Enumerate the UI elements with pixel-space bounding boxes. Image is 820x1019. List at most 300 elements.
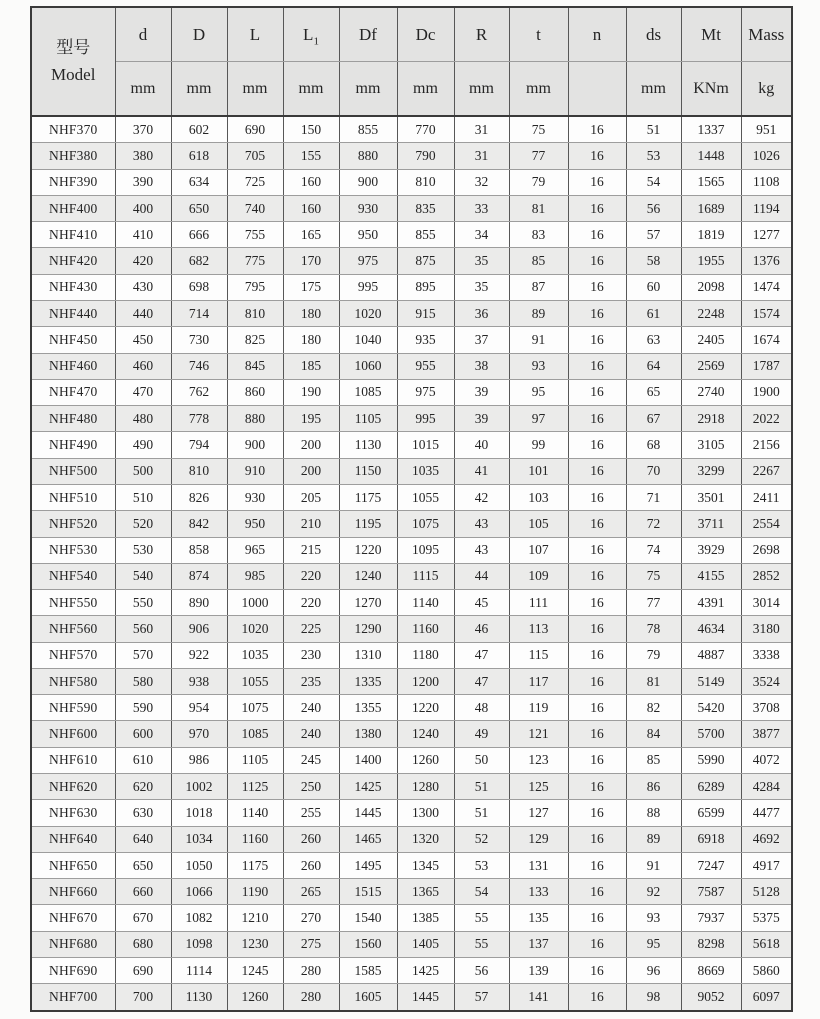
value-cell-Df: 1060 — [339, 353, 397, 379]
header-label-row — [31, 7, 792, 62]
model-cell: NHF370 — [31, 116, 115, 143]
value-cell-Mt: 7937 — [681, 905, 741, 931]
column-unit-L1: mm — [283, 62, 339, 117]
value-cell-Mass: 1026 — [741, 143, 792, 169]
value-cell-D: 954 — [171, 695, 227, 721]
value-cell-t: 111 — [509, 590, 568, 616]
value-cell-R: 50 — [454, 747, 509, 773]
value-cell-t: 119 — [509, 695, 568, 721]
value-cell-Mass: 1277 — [741, 222, 792, 248]
column-unit-Df: mm — [339, 62, 397, 117]
model-cell: NHF620 — [31, 774, 115, 800]
value-cell-t: 107 — [509, 537, 568, 563]
value-cell-Df: 1150 — [339, 458, 397, 484]
value-cell-R: 43 — [454, 537, 509, 563]
value-cell-L: 775 — [227, 248, 283, 274]
value-cell-D: 922 — [171, 642, 227, 668]
model-cell: NHF440 — [31, 300, 115, 326]
value-cell-n: 16 — [568, 169, 626, 195]
table-row — [31, 958, 792, 984]
value-cell-R: 44 — [454, 563, 509, 589]
value-cell-L: 1245 — [227, 958, 283, 984]
model-cell: NHF380 — [31, 143, 115, 169]
value-cell-t: 75 — [509, 116, 568, 143]
value-cell-Mass: 2554 — [741, 511, 792, 537]
value-cell-ds: 61 — [626, 300, 681, 326]
model-cell: NHF470 — [31, 379, 115, 405]
table-row — [31, 195, 792, 221]
value-cell-t: 105 — [509, 511, 568, 537]
value-cell-t: 101 — [509, 458, 568, 484]
value-cell-L1: 205 — [283, 484, 339, 510]
value-cell-R: 54 — [454, 879, 509, 905]
value-cell-Df: 880 — [339, 143, 397, 169]
value-cell-L: 1230 — [227, 931, 283, 957]
value-cell-L1: 275 — [283, 931, 339, 957]
value-cell-ds: 77 — [626, 590, 681, 616]
value-cell-n: 16 — [568, 222, 626, 248]
value-cell-Mass: 951 — [741, 116, 792, 143]
value-cell-Mass: 4477 — [741, 800, 792, 826]
value-cell-t: 125 — [509, 774, 568, 800]
value-cell-L: 755 — [227, 222, 283, 248]
model-cell: NHF570 — [31, 642, 115, 668]
value-cell-R: 31 — [454, 116, 509, 143]
value-cell-Dc: 975 — [397, 379, 454, 405]
model-cell: NHF550 — [31, 590, 115, 616]
value-cell-L: 1190 — [227, 879, 283, 905]
value-cell-R: 40 — [454, 432, 509, 458]
value-cell-t: 103 — [509, 484, 568, 510]
value-cell-n: 16 — [568, 826, 626, 852]
value-cell-R: 48 — [454, 695, 509, 721]
value-cell-Df: 1560 — [339, 931, 397, 957]
value-cell-L1: 240 — [283, 721, 339, 747]
value-cell-L1: 215 — [283, 537, 339, 563]
value-cell-L1: 170 — [283, 248, 339, 274]
table-row — [31, 931, 792, 957]
value-cell-d: 490 — [115, 432, 171, 458]
value-cell-ds: 68 — [626, 432, 681, 458]
value-cell-n: 16 — [568, 905, 626, 931]
value-cell-R: 57 — [454, 984, 509, 1011]
value-cell-Df: 1335 — [339, 668, 397, 694]
value-cell-L1: 200 — [283, 432, 339, 458]
value-cell-Mt: 1337 — [681, 116, 741, 143]
value-cell-Mt: 6918 — [681, 826, 741, 852]
value-cell-Mt: 5990 — [681, 747, 741, 773]
value-cell-ds: 63 — [626, 327, 681, 353]
value-cell-D: 938 — [171, 668, 227, 694]
value-cell-ds: 72 — [626, 511, 681, 537]
value-cell-Dc: 1160 — [397, 616, 454, 642]
value-cell-t: 79 — [509, 169, 568, 195]
value-cell-t: 123 — [509, 747, 568, 773]
value-cell-Mt: 7247 — [681, 852, 741, 878]
value-cell-t: 77 — [509, 143, 568, 169]
value-cell-Mass: 3877 — [741, 721, 792, 747]
value-cell-d: 480 — [115, 406, 171, 432]
value-cell-L: 1260 — [227, 984, 283, 1011]
value-cell-L1: 250 — [283, 774, 339, 800]
value-cell-t: 91 — [509, 327, 568, 353]
table-row — [31, 695, 792, 721]
value-cell-d: 420 — [115, 248, 171, 274]
value-cell-D: 986 — [171, 747, 227, 773]
value-cell-Dc: 995 — [397, 406, 454, 432]
model-cell: NHF500 — [31, 458, 115, 484]
value-cell-n: 16 — [568, 406, 626, 432]
value-cell-R: 51 — [454, 800, 509, 826]
value-cell-t: 83 — [509, 222, 568, 248]
value-cell-Mass: 1674 — [741, 327, 792, 353]
value-cell-Df: 1195 — [339, 511, 397, 537]
spec-table — [30, 6, 793, 1012]
table-row — [31, 222, 792, 248]
value-cell-d: 640 — [115, 826, 171, 852]
value-cell-d: 410 — [115, 222, 171, 248]
table-row — [31, 774, 792, 800]
value-cell-n: 16 — [568, 852, 626, 878]
model-cell: NHF560 — [31, 616, 115, 642]
value-cell-Mt: 6289 — [681, 774, 741, 800]
column-header-Mass: Mass — [741, 7, 792, 62]
value-cell-L: 1020 — [227, 616, 283, 642]
value-cell-n: 16 — [568, 458, 626, 484]
value-cell-D: 842 — [171, 511, 227, 537]
model-cell: NHF520 — [31, 511, 115, 537]
value-cell-Mt: 3929 — [681, 537, 741, 563]
value-cell-Df: 930 — [339, 195, 397, 221]
value-cell-n: 16 — [568, 721, 626, 747]
value-cell-L: 965 — [227, 537, 283, 563]
value-cell-L: 950 — [227, 511, 283, 537]
table-row — [31, 642, 792, 668]
value-cell-t: 141 — [509, 984, 568, 1011]
value-cell-n: 16 — [568, 774, 626, 800]
column-unit-ds: mm — [626, 62, 681, 117]
value-cell-ds: 96 — [626, 958, 681, 984]
value-cell-d: 690 — [115, 958, 171, 984]
value-cell-Mass: 5128 — [741, 879, 792, 905]
value-cell-Mass: 6097 — [741, 984, 792, 1011]
model-cell: NHF680 — [31, 931, 115, 957]
value-cell-Df: 1465 — [339, 826, 397, 852]
value-cell-ds: 75 — [626, 563, 681, 589]
value-cell-L1: 230 — [283, 642, 339, 668]
value-cell-R: 45 — [454, 590, 509, 616]
table-row — [31, 511, 792, 537]
value-cell-Mass: 1900 — [741, 379, 792, 405]
value-cell-d: 450 — [115, 327, 171, 353]
value-cell-n: 16 — [568, 143, 626, 169]
value-cell-D: 634 — [171, 169, 227, 195]
value-cell-L: 1075 — [227, 695, 283, 721]
value-cell-Dc: 1095 — [397, 537, 454, 563]
value-cell-Dc: 855 — [397, 222, 454, 248]
value-cell-t: 81 — [509, 195, 568, 221]
value-cell-R: 56 — [454, 958, 509, 984]
value-cell-ds: 95 — [626, 931, 681, 957]
value-cell-Dc: 1220 — [397, 695, 454, 721]
model-cell: NHF670 — [31, 905, 115, 931]
value-cell-Df: 1495 — [339, 852, 397, 878]
value-cell-Mt: 2740 — [681, 379, 741, 405]
value-cell-d: 430 — [115, 274, 171, 300]
value-cell-Dc: 915 — [397, 300, 454, 326]
value-cell-R: 34 — [454, 222, 509, 248]
value-cell-L1: 280 — [283, 984, 339, 1011]
value-cell-ds: 51 — [626, 116, 681, 143]
value-cell-Dc: 875 — [397, 248, 454, 274]
value-cell-Mass: 4917 — [741, 852, 792, 878]
value-cell-Mt: 3105 — [681, 432, 741, 458]
column-unit-d: mm — [115, 62, 171, 117]
value-cell-Mass: 1474 — [741, 274, 792, 300]
value-cell-L1: 260 — [283, 826, 339, 852]
value-cell-R: 51 — [454, 774, 509, 800]
value-cell-Df: 1085 — [339, 379, 397, 405]
value-cell-Df: 1220 — [339, 537, 397, 563]
value-cell-L1: 175 — [283, 274, 339, 300]
value-cell-Mass: 4692 — [741, 826, 792, 852]
value-cell-Mt: 2405 — [681, 327, 741, 353]
value-cell-n: 16 — [568, 300, 626, 326]
column-header-ds: ds — [626, 7, 681, 62]
model-cell: NHF490 — [31, 432, 115, 458]
value-cell-L1: 220 — [283, 563, 339, 589]
model-header-en: Model — [51, 64, 96, 84]
value-cell-D: 970 — [171, 721, 227, 747]
value-cell-t: 133 — [509, 879, 568, 905]
value-cell-Dc: 1140 — [397, 590, 454, 616]
table-row — [31, 800, 792, 826]
value-cell-R: 33 — [454, 195, 509, 221]
value-cell-Mass: 2156 — [741, 432, 792, 458]
value-cell-n: 16 — [568, 563, 626, 589]
value-cell-D: 1098 — [171, 931, 227, 957]
value-cell-D: 650 — [171, 195, 227, 221]
value-cell-t: 109 — [509, 563, 568, 589]
value-cell-Df: 1540 — [339, 905, 397, 931]
value-cell-d: 550 — [115, 590, 171, 616]
value-cell-Mass: 3014 — [741, 590, 792, 616]
value-cell-D: 794 — [171, 432, 227, 458]
value-cell-Dc: 955 — [397, 353, 454, 379]
value-cell-L: 1035 — [227, 642, 283, 668]
value-cell-D: 1050 — [171, 852, 227, 878]
value-cell-D: 698 — [171, 274, 227, 300]
model-cell: NHF530 — [31, 537, 115, 563]
column-header-R: R — [454, 7, 509, 62]
value-cell-Mt: 4887 — [681, 642, 741, 668]
value-cell-D: 1114 — [171, 958, 227, 984]
value-cell-Mass: 3180 — [741, 616, 792, 642]
value-cell-Dc: 1445 — [397, 984, 454, 1011]
header-unit-row — [31, 62, 792, 117]
column-unit-Mass: kg — [741, 62, 792, 117]
model-cell: NHF390 — [31, 169, 115, 195]
value-cell-n: 16 — [568, 984, 626, 1011]
value-cell-d: 440 — [115, 300, 171, 326]
value-cell-L1: 200 — [283, 458, 339, 484]
table-body — [31, 116, 792, 1011]
column-header-L: L — [227, 7, 283, 62]
value-cell-Df: 1400 — [339, 747, 397, 773]
value-cell-ds: 74 — [626, 537, 681, 563]
table-row — [31, 984, 792, 1011]
model-cell: NHF580 — [31, 668, 115, 694]
value-cell-L1: 155 — [283, 143, 339, 169]
value-cell-D: 714 — [171, 300, 227, 326]
value-cell-n: 16 — [568, 800, 626, 826]
value-cell-Dc: 895 — [397, 274, 454, 300]
value-cell-Mass: 3708 — [741, 695, 792, 721]
value-cell-n: 16 — [568, 747, 626, 773]
value-cell-Dc: 1425 — [397, 958, 454, 984]
value-cell-d: 380 — [115, 143, 171, 169]
value-cell-d: 610 — [115, 747, 171, 773]
value-cell-n: 16 — [568, 327, 626, 353]
value-cell-Df: 1240 — [339, 563, 397, 589]
value-cell-L: 930 — [227, 484, 283, 510]
table-row — [31, 406, 792, 432]
value-cell-R: 55 — [454, 931, 509, 957]
value-cell-n: 16 — [568, 931, 626, 957]
value-cell-Mt: 1955 — [681, 248, 741, 274]
value-cell-D: 1034 — [171, 826, 227, 852]
value-cell-L: 740 — [227, 195, 283, 221]
table-row — [31, 300, 792, 326]
value-cell-ds: 67 — [626, 406, 681, 432]
value-cell-n: 16 — [568, 379, 626, 405]
value-cell-L: 810 — [227, 300, 283, 326]
value-cell-t: 89 — [509, 300, 568, 326]
value-cell-R: 39 — [454, 379, 509, 405]
value-cell-n: 16 — [568, 879, 626, 905]
value-cell-d: 590 — [115, 695, 171, 721]
value-cell-L: 880 — [227, 406, 283, 432]
model-cell: NHF430 — [31, 274, 115, 300]
table-row — [31, 458, 792, 484]
value-cell-Mt: 8298 — [681, 931, 741, 957]
value-cell-Mt: 2098 — [681, 274, 741, 300]
value-cell-Mt: 1689 — [681, 195, 741, 221]
value-cell-ds: 84 — [626, 721, 681, 747]
value-cell-d: 670 — [115, 905, 171, 931]
model-cell: NHF700 — [31, 984, 115, 1011]
value-cell-Mass: 5618 — [741, 931, 792, 957]
model-cell: NHF630 — [31, 800, 115, 826]
value-cell-L1: 245 — [283, 747, 339, 773]
value-cell-L: 1125 — [227, 774, 283, 800]
value-cell-Dc: 1300 — [397, 800, 454, 826]
value-cell-Dc: 835 — [397, 195, 454, 221]
value-cell-Mass: 3524 — [741, 668, 792, 694]
value-cell-ds: 91 — [626, 852, 681, 878]
value-cell-t: 127 — [509, 800, 568, 826]
value-cell-d: 700 — [115, 984, 171, 1011]
value-cell-ds: 58 — [626, 248, 681, 274]
value-cell-L1: 225 — [283, 616, 339, 642]
value-cell-Mt: 7587 — [681, 879, 741, 905]
value-cell-L: 1175 — [227, 852, 283, 878]
value-cell-d: 540 — [115, 563, 171, 589]
value-cell-Df: 1105 — [339, 406, 397, 432]
table-row — [31, 327, 792, 353]
value-cell-R: 31 — [454, 143, 509, 169]
value-cell-L: 1210 — [227, 905, 283, 931]
value-cell-R: 47 — [454, 668, 509, 694]
value-cell-Dc: 1365 — [397, 879, 454, 905]
value-cell-ds: 60 — [626, 274, 681, 300]
value-cell-L1: 160 — [283, 169, 339, 195]
value-cell-n: 16 — [568, 590, 626, 616]
model-cell: NHF640 — [31, 826, 115, 852]
table-row — [31, 484, 792, 510]
value-cell-L: 1140 — [227, 800, 283, 826]
table-row — [31, 616, 792, 642]
value-cell-ds: 86 — [626, 774, 681, 800]
value-cell-d: 660 — [115, 879, 171, 905]
value-cell-D: 890 — [171, 590, 227, 616]
value-cell-Df: 1605 — [339, 984, 397, 1011]
value-cell-Dc: 935 — [397, 327, 454, 353]
value-cell-n: 16 — [568, 958, 626, 984]
value-cell-Mt: 5700 — [681, 721, 741, 747]
model-cell: NHF450 — [31, 327, 115, 353]
column-header-Mt: Mt — [681, 7, 741, 62]
value-cell-D: 874 — [171, 563, 227, 589]
value-cell-ds: 81 — [626, 668, 681, 694]
model-cell: NHF410 — [31, 222, 115, 248]
value-cell-D: 826 — [171, 484, 227, 510]
value-cell-Mt: 6599 — [681, 800, 741, 826]
value-cell-ds: 78 — [626, 616, 681, 642]
model-cell: NHF600 — [31, 721, 115, 747]
value-cell-Mt: 2248 — [681, 300, 741, 326]
value-cell-D: 730 — [171, 327, 227, 353]
table-row — [31, 537, 792, 563]
value-cell-d: 520 — [115, 511, 171, 537]
table-row — [31, 747, 792, 773]
value-cell-Mass: 2852 — [741, 563, 792, 589]
value-cell-Mass: 5860 — [741, 958, 792, 984]
value-cell-L1: 180 — [283, 327, 339, 353]
value-cell-R: 47 — [454, 642, 509, 668]
value-cell-n: 16 — [568, 195, 626, 221]
value-cell-ds: 54 — [626, 169, 681, 195]
table-row — [31, 852, 792, 878]
value-cell-Df: 950 — [339, 222, 397, 248]
value-cell-ds: 92 — [626, 879, 681, 905]
value-cell-t: 131 — [509, 852, 568, 878]
value-cell-R: 35 — [454, 274, 509, 300]
value-cell-d: 620 — [115, 774, 171, 800]
value-cell-Mt: 3299 — [681, 458, 741, 484]
value-cell-D: 778 — [171, 406, 227, 432]
value-cell-R: 41 — [454, 458, 509, 484]
value-cell-d: 510 — [115, 484, 171, 510]
value-cell-D: 1066 — [171, 879, 227, 905]
value-cell-Mass: 2267 — [741, 458, 792, 484]
column-unit-D: mm — [171, 62, 227, 117]
column-header-Dc: Dc — [397, 7, 454, 62]
table-row — [31, 668, 792, 694]
value-cell-Mt: 1819 — [681, 222, 741, 248]
value-cell-d: 400 — [115, 195, 171, 221]
value-cell-D: 762 — [171, 379, 227, 405]
